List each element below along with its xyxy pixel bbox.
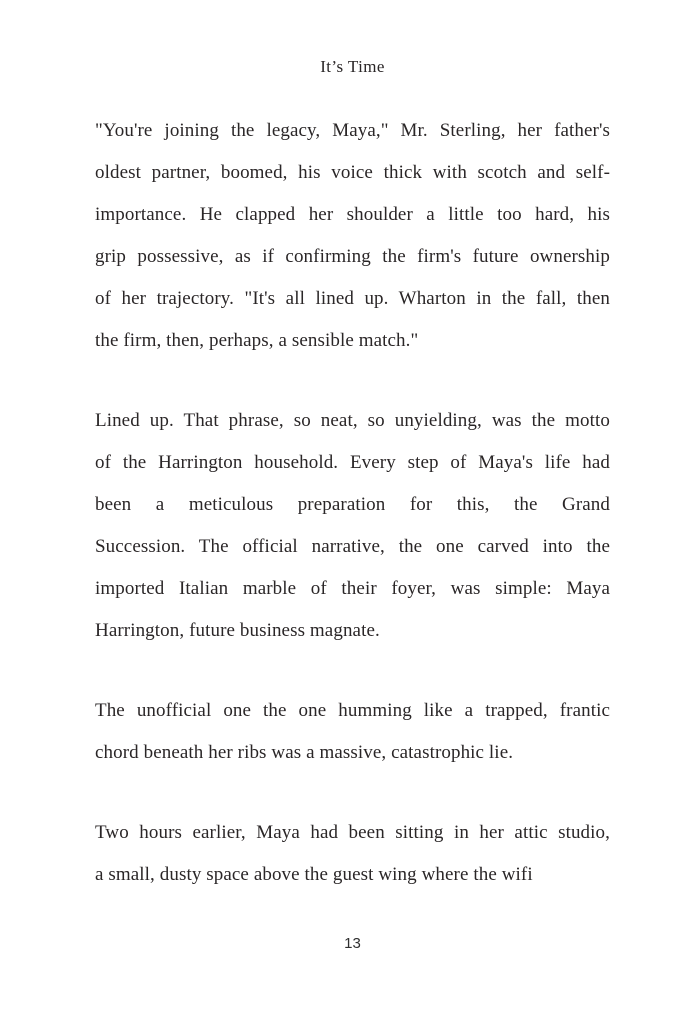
paragraph — [95, 400, 610, 652]
text-line: been a meticulous preparation for this, the Grand — [95, 494, 610, 515]
text-line: importance. He clapped her shoulder a little too hard, his — [95, 204, 610, 225]
body-text — [95, 110, 610, 896]
text-line: of the Harrington household. Every step of Maya's life had — [95, 452, 610, 473]
paragraph — [95, 690, 610, 774]
text-line: Harrington, future business magnate. — [95, 620, 380, 641]
text-line: a small, dusty space above the guest wing where the wifi — [95, 864, 533, 885]
page-number: 13 — [344, 935, 361, 952]
text-line: chord beneath her ribs was a massive, catastrophic lie. — [95, 742, 514, 763]
text-line: Lined up. That phrase, so neat, so unyielding, was the motto — [95, 410, 610, 431]
text-line: Succession. The official narrative, the one carved into the — [95, 536, 610, 557]
chapter-title: It’s Time — [320, 57, 385, 76]
text-line: oldest partner, boomed, his voice thick with scotch and self- — [95, 162, 610, 183]
paragraph — [95, 110, 610, 362]
text-line: Two hours earlier, Maya had been sitting in her attic studio, — [95, 822, 610, 843]
paragraph — [95, 812, 610, 896]
text-line: imported Italian marble of their foyer, was simple: Maya — [95, 578, 610, 599]
text-line: of her trajectory. "It's all lined up. Wharton in the fall, then — [95, 288, 610, 309]
text-line: The unofficial one the one humming like a trapped, frantic — [95, 700, 610, 721]
text-line: "You're joining the legacy, Maya," Mr. Sterling, her father's — [95, 120, 610, 141]
page-content — [95, 56, 610, 896]
text-line: grip possessive, as if confirming the firm's future ownership — [95, 246, 610, 267]
text-line: the firm, then, perhaps, a sensible match." — [95, 330, 419, 351]
